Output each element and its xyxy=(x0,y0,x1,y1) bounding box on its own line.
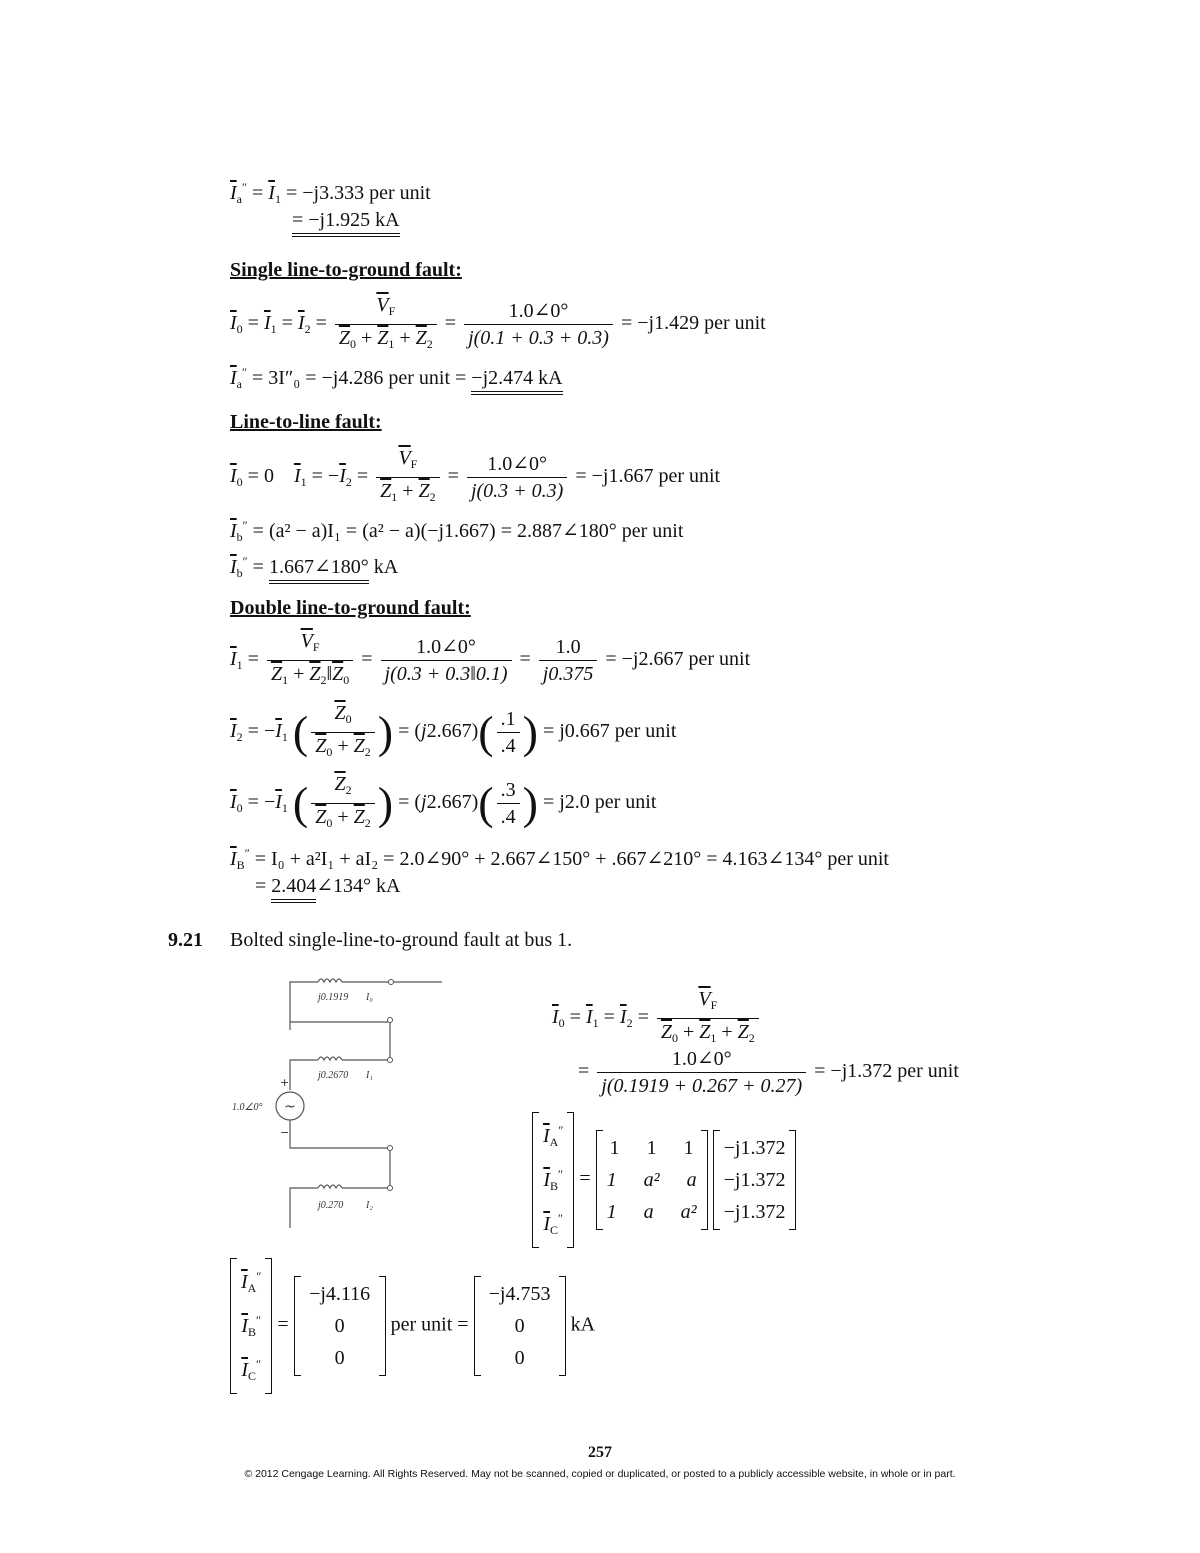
dlg-frac2: $\frac{1.0\angle 0^\circ}{j(0.3 + 0.3‖0.1)}$ xyxy=(381,634,512,687)
p921-matrix-eq: $\overline{I}_A''$ $\overline{I}_B''$ $\overline{I}_C''$ = 1 1 1 1 a² a 1 a a² −j1.372 −j1.372 −j1.372 xyxy=(532,1112,796,1248)
i2-label: I₂ xyxy=(366,1200,373,1211)
result-ka-vector: −j4.753 0 0 xyxy=(474,1276,566,1376)
z2-label: j0.270 xyxy=(318,1200,344,1211)
dlg-frac3: $\frac{1.0}{j0.375}$ xyxy=(539,634,598,687)
sym-fault-eq1: $\overline{I}_a'' = \overline{I}_1 = -j3.333$ per unit xyxy=(230,180,431,206)
dlg-eq5: = 2.404∠134° kA xyxy=(255,875,401,897)
ll-eq2: $\overline{I}_b'' = (a^2 - a)I_1 = (a^2 - a)(-j1.667)$ = 2.887∠180° per unit xyxy=(230,518,684,544)
p921-result-eq: $\overline{I}_A''$ $\overline{I}_B''$ $\overline{I}_C''$ = −j4.116 0 0 per unit = −j4.753 0 0 kA xyxy=(230,1258,595,1394)
source-label: 1.0∠0° xyxy=(232,1102,263,1113)
svg-text:+: + xyxy=(280,1076,290,1089)
ll-eq3: $\overline{I}_b''$ = 1.667∠180° kA xyxy=(230,554,399,580)
slg-heading: Single line-to-ground fault: xyxy=(230,259,462,281)
slg-eq1-result: = −j1.429 per unit xyxy=(620,312,766,335)
result-pu-vector: −j4.116 0 0 xyxy=(294,1276,386,1376)
p921-eq1: $\overline{I}_0 = \overline{I}_1 = \overline{I}_2$ = $\frac{\overline{V}_F}{\overline{Z}_0 + \overline{Z}_1 + \overline{Z}_2}$ xyxy=(552,986,762,1051)
problem-number: 9.21 xyxy=(168,929,203,951)
i0-label: I₀ xyxy=(366,992,373,1003)
problem-title: Bolted single-line-to-ground fault at bus 1. xyxy=(230,929,573,951)
sequence-current-vector: −j1.372 −j1.372 −j1.372 xyxy=(713,1130,797,1230)
slg-eq2: $\overline{I}_a'' = 3I''_0 = -j4.286$ per unit = −j2.474 kA xyxy=(230,365,563,391)
dlg-eq2-result: = j0.667 per unit xyxy=(542,720,677,743)
copyright-notice: © 2012 Cengage Learning. All Rights Reserved. May not be scanned, copied or duplicated, or posted to a publicly accessible website, in whole or in part. xyxy=(244,1468,956,1480)
slg-result: −j2.474 kA xyxy=(471,367,563,389)
dlg-eq1-result: = −j2.667 per unit xyxy=(605,648,751,671)
svg-text:~: ~ xyxy=(284,1099,296,1115)
p921-eq2: = $\frac{1.0\angle 0^\circ}{j(0.1919 + 0.267 + 0.27)}$ = −j1.372 per unit xyxy=(578,1048,959,1097)
ll-heading: Line-to-line fault: xyxy=(230,411,382,433)
slg-frac1: $\frac{\overline{V}_F}{\overline{Z}_0 + \overline{Z}_1 + \overline{Z}_2}$ xyxy=(335,292,437,357)
dlg-eq3-result: = j2.0 per unit xyxy=(542,791,657,814)
ll-frac2: $\frac{1.0\angle 0^\circ}{j(0.3 + 0.3)}$ xyxy=(467,451,567,504)
result-current-vector: $\overline{I}_A''$ $\overline{I}_B''$ $\overline{I}_C''$ xyxy=(230,1258,272,1394)
transformation-matrix: 1 1 1 1 a² a 1 a a² xyxy=(596,1130,708,1230)
z0-label: j0.1919 xyxy=(318,992,349,1003)
p921-eq2-result: = −j1.372 per unit xyxy=(814,1060,959,1083)
fault-current-vector: $\overline{I}_A''$ $\overline{I}_B''$ $\overline{I}_C''$ xyxy=(532,1112,574,1248)
dlg-result: 2.404 xyxy=(271,875,317,897)
dlg-eq3: $\overline{I}_0 = -\overline{I}_1$ ( $\frac{\overline{Z}_2}{\overline{Z}_0 + \overline{Z}_2}$ ) = (j2.667)( $\frac{.3}{.4}$ ) = j2.0 per unit xyxy=(230,771,656,836)
dlg-eq4: $\overline{I}_B'' = I_0 + a^2I_1 + aI_2$ = 2.0∠90° + 2.667∠150° + .667∠210° = 4.163∠134° per unit xyxy=(230,846,889,872)
ll-eq1: $\overline{I}_0 = 0$ $\overline{I}_1 = -\overline{I}_2$ = $\frac{\overline{V}_F}{\overline{Z}_1 + \overline{Z}_2}$ = $\frac{1.0\angle 0^\circ}{j(0.3 + 0.3)}$ = −j1.667 per unit xyxy=(230,445,720,510)
i1-label: I₁ xyxy=(366,1070,373,1081)
slg-frac2: $\frac{1.0\angle 0^\circ}{j(0.1 + 0.3 + 0.3)}$ xyxy=(464,298,613,351)
dlg-eq1: $\overline{I}_1$ = $\frac{\overline{V}_F}{\overline{Z}_1 + \overline{Z}_2‖\overline{Z}_0}$ = $\frac{1.0\angle 0^\circ}{j(0.3 + 0.3‖0.1)}$ = $\frac{1.0}{j0.375}$ = −j2.667 per unit xyxy=(230,628,750,693)
ll-frac1: $\frac{\overline{V}_F}{\overline{Z}_1 + \overline{Z}_2}$ xyxy=(376,445,440,510)
svg-text:−: − xyxy=(280,1126,290,1139)
dlg-eq2: $\overline{I}_2 = -\overline{I}_1$ ( $\frac{\overline{Z}_0}{\overline{Z}_0 + \overline{Z}_2}$ ) = (j2.667)( $\frac{.1}{.4}$ ) = j0.667 per unit xyxy=(230,700,676,765)
ll-eq1-result: = −j1.667 per unit xyxy=(575,465,721,488)
dlg-frac1: $\frac{\overline{V}_F}{\overline{Z}_1 + \overline{Z}_2‖\overline{Z}_0}$ xyxy=(267,628,353,693)
sym-fault-eq2 xyxy=(292,208,400,232)
sequence-network-diagram xyxy=(230,970,445,1230)
sym-fault-eq1-value: = −j3.333 per unit xyxy=(285,182,431,204)
ll-result: 1.667∠180° xyxy=(268,556,369,578)
page-number: 257 xyxy=(588,1444,612,1461)
sequence-network-figure xyxy=(230,970,445,1230)
dlg-heading: Double line-to-ground fault: xyxy=(230,597,471,619)
z1-label: j0.2670 xyxy=(318,1070,349,1081)
slg-eq1: $\overline{I}_0 = \overline{I}_1 = \overline{I}_2$ = $\frac{\overline{V}_F}{\overline{Z}_0 + \overline{Z}_1 + \overline{Z}_2}$ = $\frac{1.0\angle 0^\circ}{j(0.1 + 0.3 + 0.3)}$ = −j1.429 per unit xyxy=(230,292,766,357)
sym-fault-result: = −j1.925 kA xyxy=(292,209,400,231)
